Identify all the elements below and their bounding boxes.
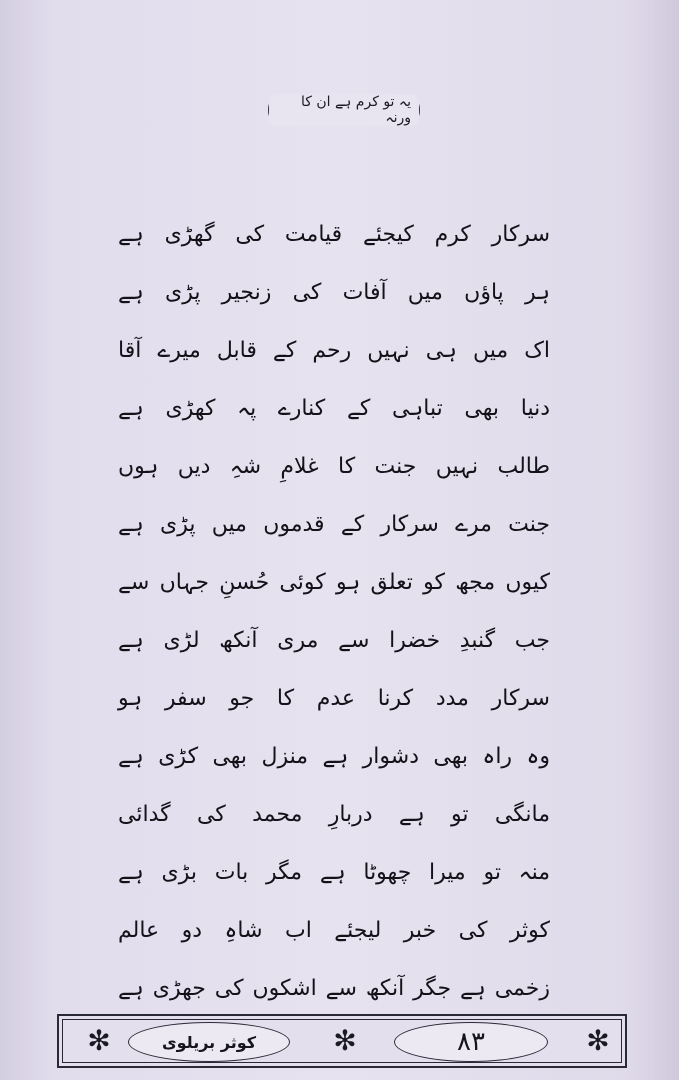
verse-line: مانگی تو ہے دربارِ محمد کی گدائی — [118, 802, 550, 827]
author-name: کوثر بریلوی — [161, 1032, 257, 1052]
verse-line: دنیا بھی تباہی کے کنارے پہ کھڑی ہے — [118, 396, 550, 421]
flower-ornament-icon: ✻ — [333, 1024, 357, 1057]
author-cartouche — [128, 1022, 290, 1062]
verse-line: ہر پاؤں میں آفات کی زنجیر پڑی ہے — [118, 280, 550, 305]
flower-ornament-icon: ✻ — [586, 1024, 610, 1057]
verse-line: سرکار کرم کیجئے قیامت کی گھڑی ہے — [118, 222, 550, 247]
verse-line: اک میں ہی نہیں رحم کے قابل میرے آقا — [118, 338, 550, 363]
verse-line: جب گنبدِ خضرا سے مری آنکھ لڑی ہے — [118, 628, 550, 653]
verse-line: جنت مرے سرکار کے قدموں میں پڑی ہے — [118, 512, 550, 537]
page-number: ۸۳ — [457, 1027, 485, 1057]
poem-body — [118, 206, 550, 1018]
running-header — [268, 96, 420, 124]
verse-line: کیوں مجھ کو تعلق ہو کوئی حُسنِ جہاں سے — [118, 570, 550, 595]
verse-line: زخمی ہے جگر آنکھ سے اشکوں کی جھڑی ہے — [118, 976, 550, 1001]
verse-line: وہ راہ بھی دشوار ہے منزل بھی کڑی ہے — [118, 744, 550, 769]
running-header-title: یہ تو کرم ہے ان کا ورنہ — [269, 94, 419, 126]
verse-line: سرکار مدد کرنا عدم کا جو سفر ہو — [118, 686, 550, 711]
page-number-cartouche — [394, 1022, 548, 1062]
verse-line: کوثر کی خبر لیجئے اب شاہِ دو عالم — [118, 918, 550, 943]
verse-line: منہ تو میرا چھوٹا ہے مگر بات بڑی ہے — [118, 860, 550, 885]
flower-ornament-icon: ✻ — [87, 1024, 111, 1057]
verse-line: طالب نہیں جنت کا غلامِ شہِ دیں ہوں — [118, 454, 550, 479]
